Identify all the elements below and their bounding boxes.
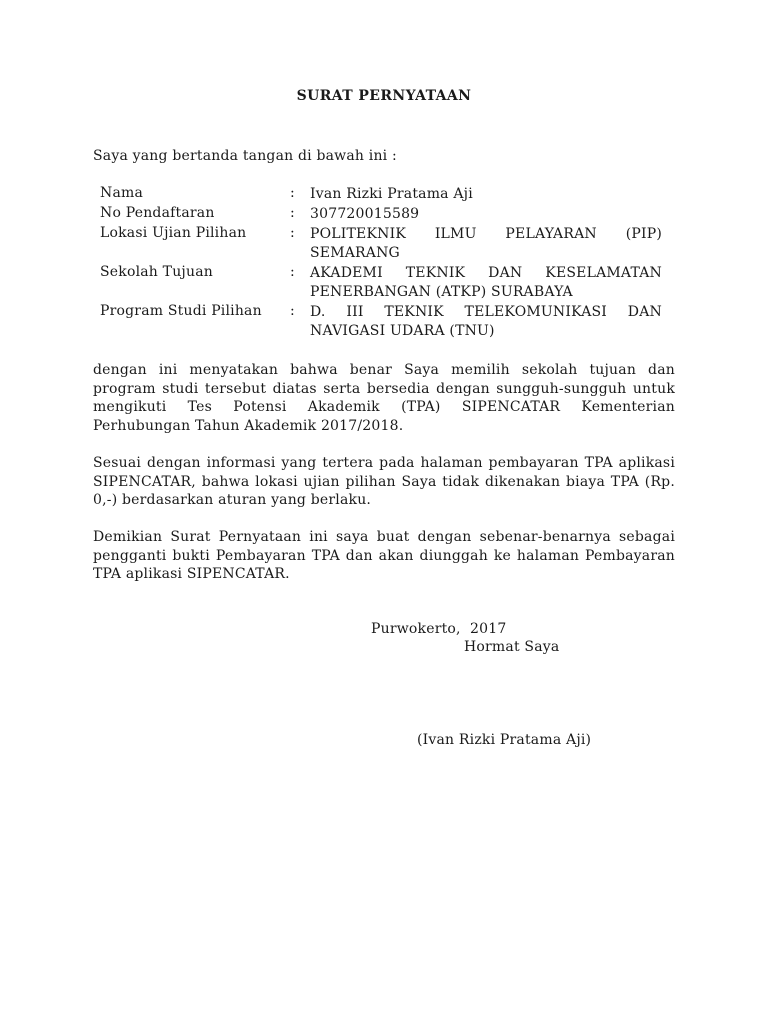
field-program-studi — [100, 303, 662, 342]
field-value: POLITEKNIK ILMU PELAYARAN (PIP) SEMARANG — [310, 226, 662, 261]
field-label: Program Studi Pilihan — [100, 303, 262, 319]
statement-paragraph: dengan ini menyatakan bahwa benar Saya memilih sekolah tujuan dan program studi tersebut diatas serta bersedia dengan sungguh-sungguh untuk mengikuti Tes Potensi Akademik (TPA) SIPENCATAR Kementerian Perhubungan Tahun Akademik 2017/2018. — [93, 362, 675, 434]
place-date: Purwokerto, 2017 — [371, 621, 507, 637]
field-label: Nama — [100, 185, 144, 201]
field-colon: : — [290, 264, 295, 280]
field-colon: : — [290, 185, 295, 201]
signer-name: (Ivan Rizki Pratama Aji) — [417, 732, 592, 748]
document-title: SURAT PERNYATAAN — [296, 88, 472, 104]
field-colon: : — [290, 205, 295, 221]
field-colon: : — [290, 303, 295, 319]
field-nama — [100, 185, 662, 205]
field-sekolah-tujuan — [100, 264, 662, 303]
intro-text: Saya yang bertanda tangan di bawah ini : — [93, 148, 397, 164]
closing-paragraph: Demikian Surat Pernyataan ini saya buat dengan sebenar-benarnya sebagai pengganti bukti Pembayaran TPA dan akan diunggah ke halaman Pembayaran TPA aplikasi SIPENCATAR. — [93, 529, 675, 582]
field-value: Ivan Rizki Pratama Aji — [310, 186, 473, 202]
field-value: D. III TEKNIK TELEKOMUNIKASI DAN NAVIGASI UDARA (TNU) — [310, 304, 662, 339]
field-colon: : — [290, 225, 295, 241]
field-value: 307720015589 — [310, 206, 420, 222]
field-label: Sekolah Tujuan — [100, 264, 213, 280]
field-label: No Pendaftaran — [100, 205, 215, 221]
identity-fields — [100, 185, 662, 342]
field-lokasi-ujian — [100, 225, 662, 264]
closing-salutation: Hormat Saya — [464, 639, 560, 655]
field-no-pendaftaran — [100, 205, 662, 225]
payment-paragraph: Sesuai dengan informasi yang tertera pada halaman pembayaran TPA aplikasi SIPENCATAR, bahwa lokasi ujian pilihan Saya tidak dikenakan biaya TPA (Rp. 0,-) berdasarkan aturan yang berlaku. — [93, 455, 675, 508]
field-label: Lokasi Ujian Pilihan — [100, 225, 247, 241]
field-value: AKADEMI TEKNIK DAN KESELAMATAN PENERBANGAN (ATKP) SURABAYA — [310, 265, 662, 300]
